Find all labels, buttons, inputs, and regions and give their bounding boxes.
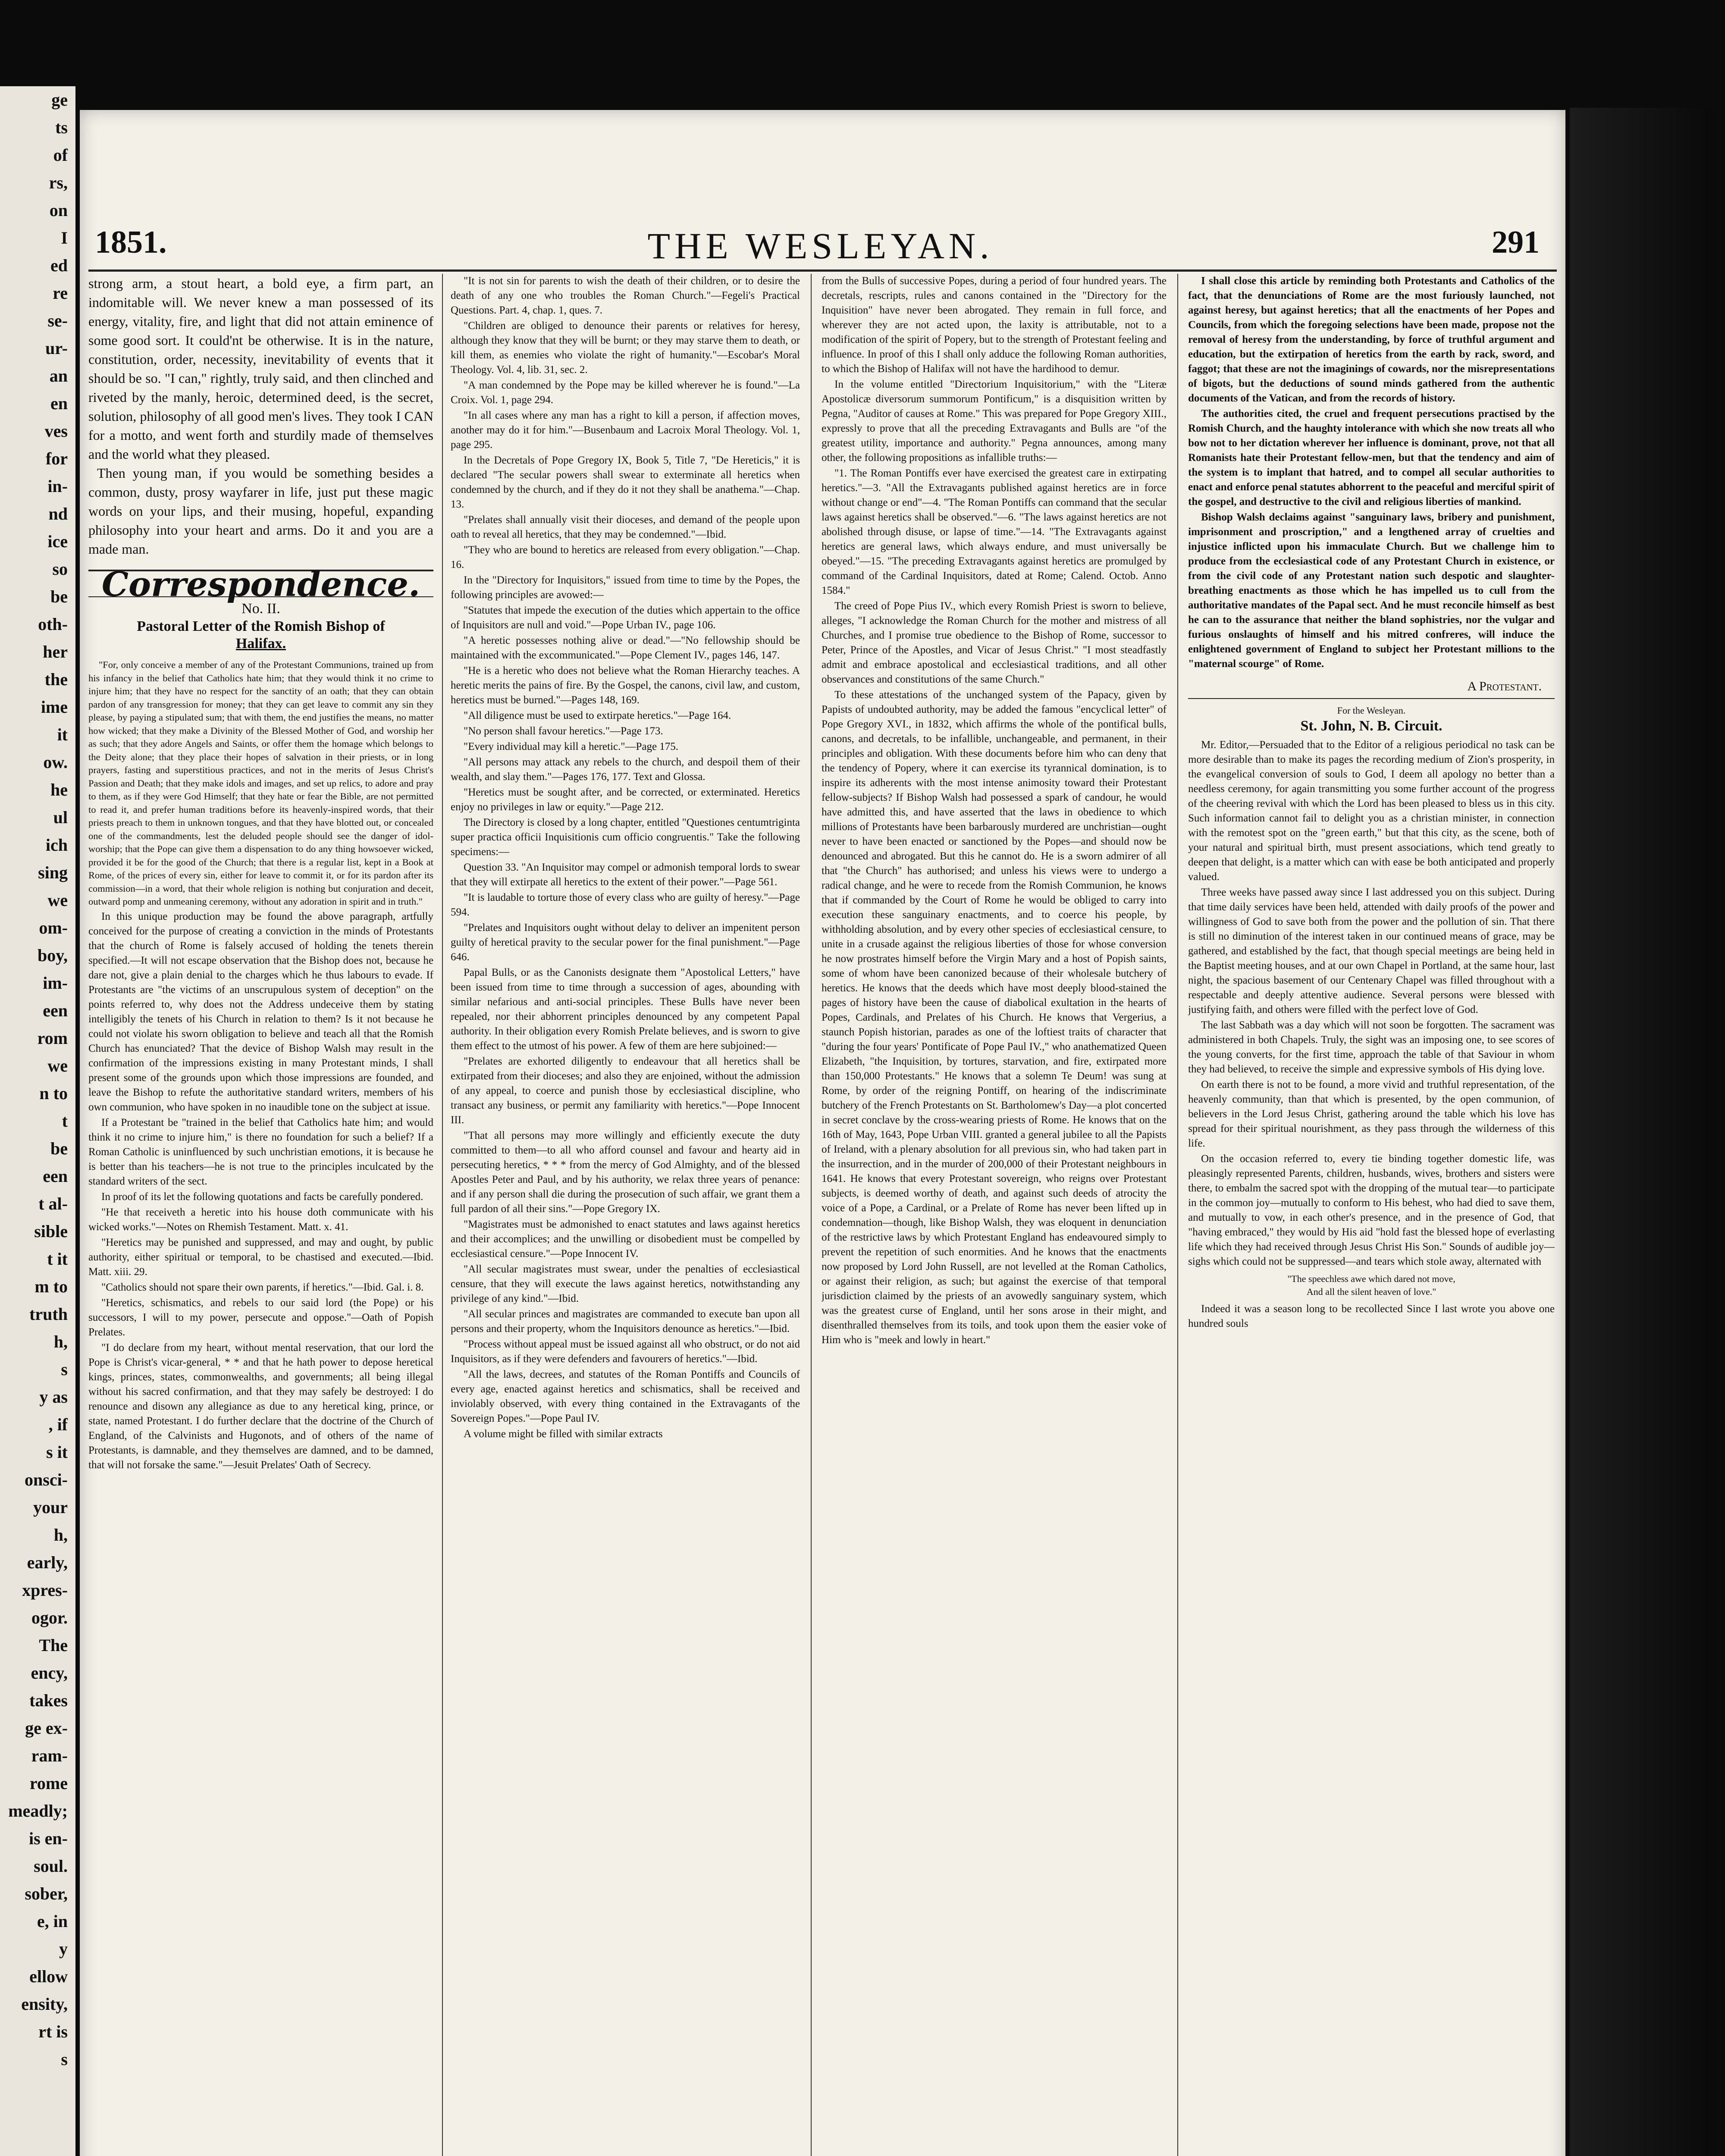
fragment-line: ow. [43, 752, 68, 772]
body-paragraph: "Catholics should not spare their own parents, if heretics."—Ibid. Gal. i. 8. [101, 1281, 424, 1293]
body-paragraph: The last Sabbath was a day which will not soon be forgotten. The sacrament was administered in both Chapels. Truly, the sight was an imposing one, to see scores of the young converts, for the first time, approach the table of that Saviour in whom they had believed, to receive the simple and expressive symbols of His dying love. [1188, 1019, 1555, 1075]
fragment-line: we [47, 890, 68, 910]
column-2 [451, 274, 800, 2156]
masthead-year: 1851. [95, 225, 167, 260]
column-rule [442, 274, 443, 2156]
lead-paragraph: strong arm, a stout heart, a bold eye, a firm part, an indomitable will. We never knew a man possessed of its energy, vitality, fire, and light that did not attain eminence of some good sort. It could'nt be otherwise. It is in the nature, constitution, order, necessity, inevitability of events that it should be so. "I can," rightly, truly said, and then clinched and riveted by the manly, heroic, determined deed, is the secret, solution, philosophy of all good men's lives. They took I CAN for a motto, and went forth and sturdily made of themselves and the world what they pleased. [88, 276, 433, 462]
fragment-line: soul. [34, 1856, 68, 1876]
masthead-rule [88, 270, 1557, 272]
body-paragraph: In the volume entitled "Directorium Inquisitorium," with the "Literæ Apostolicæ diversorum summorum Pontificum," is a disquisition written by Pegna, "Auditor of causes at Rome." This was prepared for Pope Gregory XIII., expressly to prove that all the preceding Extravagants and Bulls are "of the greatest utility, importance and authority." Pegna announces, among many other, the following propositions as infallible truths:— [822, 379, 1167, 464]
fragment-line: ellow [29, 1967, 68, 1986]
fragment-line: m to [34, 1277, 68, 1296]
adjacent-page-fragment [0, 86, 75, 2156]
fragment-line: sing [38, 863, 68, 882]
fragment-line: early, [27, 1553, 68, 1572]
letter-number: No. II. [242, 601, 280, 617]
lead-paragraph: Then young man, if you would be something besides a common, dusty, prosy wayfarer in life, just put these magic words on your lips, and their musing, hopeful, expanding philosophy into your heart and arms. Do it and you are a made man. [88, 465, 433, 557]
body-paragraph: "He is a heretic who does not believe what the Roman Hierarchy teaches. A heretic merits the pains of fire. By the Gospel, the canons, civil law, and custom, heretics must be burned."—Pages 148, 169. [451, 665, 800, 706]
bishop-quotation [88, 658, 433, 909]
fragment-line: oth- [38, 614, 68, 634]
fragment-line: t [62, 1111, 68, 1131]
body-paragraph: "Process without appeal must be issued against all who obstruct, or do not aid Inquisitors, as if they were defenders and favourers of heretics."—Ibid. [451, 1338, 800, 1365]
fragment-line: ensity, [21, 1994, 68, 2014]
letter-body [88, 909, 433, 1473]
page-number: 291 [1492, 225, 1540, 260]
body-paragraph: "That all persons may more willingly and efficiently execute the duty committed to them—to all who afford counsel and favour and hearty aid in persecuting heretics, * * * from the mercy of God Almighty, and of the blessed Apostles Peter and Paul, and by his authority, we relax three years of penance: and if any person shall die during the prosecution of such affair, we grant them a full pardon of all their sins."—Pope Gregory IX. [451, 1130, 800, 1215]
body-paragraph: Indeed it was a season long to be recollected Since I last wrote you above one hundred souls [1188, 1303, 1555, 1329]
fragment-line: is en- [29, 1829, 68, 1848]
fragment-line: it [57, 725, 68, 744]
fragment-line: ts [55, 118, 68, 137]
fragment-line: en [50, 394, 68, 413]
fragment-line: ogor. [31, 1608, 68, 1627]
fragment-line: om- [39, 918, 68, 937]
fragment-line: ime [41, 697, 68, 717]
masthead [93, 224, 1548, 280]
fragment-line: ge [51, 90, 68, 110]
letter-title-line: Pastoral Letter of the Romish Bishop of [137, 618, 385, 634]
body-paragraph: "All diligence must be used to extirpate heretics."—Page 164. [464, 710, 731, 721]
body-paragraph: "Children are obliged to denounce their parents or relatives for heresy, although they know that they will be burnt; or they may starve them to death, or kill them, as enemies who violate the right of humanity."—Escobar's Moral Theology. Vol. 4, lib. 31, sec. 2. [451, 320, 800, 376]
body-paragraph: "Heretics, schismatics, and rebels to our said lord (the Pope) or his successors, I will to my power, persecute and oppose."—Oath of Popish Prelates. [88, 1297, 433, 1338]
body-paragraph: "All secular magistrates must swear, under the penalties of ecclesiastical censure, that they will execute the laws against heretics, notwithstanding any privilege of any kind."—Ibid. [451, 1263, 800, 1304]
body-paragraph: "No person shall favour heretics."—Page 173. [464, 725, 663, 737]
fragment-line: rs, [49, 173, 68, 192]
fragment-line: t al- [38, 1194, 68, 1213]
fragment-line: boy, [37, 946, 68, 965]
fragment-line: her [43, 642, 68, 661]
fragment-line: he [50, 780, 68, 799]
fragment-line: ed [50, 256, 68, 275]
fragment-line: ice [47, 532, 68, 551]
fragment-line: h, [53, 1332, 68, 1351]
fragment-line: ram- [31, 1746, 68, 1765]
fragment-line: sober, [25, 1884, 68, 1903]
body-paragraph: "1. The Roman Pontiffs ever have exercised the greatest care in extirpating heretics."—3. "All the Extravagants published against heretics are in force without change or end"—4. "The Roman Pontiffs can command that the secular laws against heretics shall be observed."—6. "The laws against heretics are not abolished through disuse, or lapse of time."—14. "The Extravagants against heretics are general laws, which always endure, and must universally be obeyed."—15. "The preceding Extravagants against heretics are promulged by command of the Cardinal Inquisitors, dated at Rome; Calend. Octob. Anno 1584." [822, 467, 1167, 596]
body-paragraph: from the Bulls of successive Popes, during a period of four hundred years. The decretals, rescripts, rules and canons contained in the "Directory for the Inquisition" have never been abrogated. They remain in full force, and wherever they are not acted upon, the laxity is attributable, not to a modification of the spirit of Popery, but to the strength of Protestant feeling and influence. In proof of this I shall only adduce the following Roman authorities, to which the Bishop of Halifax will not have the hardihood to demur. [822, 275, 1167, 375]
body-paragraph: The Directory is closed by a long chapter, entitled "Questiones centumtriginta super practica officii Inquisitionis cum officio congruentis." Take the following specimens:— [451, 817, 800, 858]
fragment-line: be [50, 587, 68, 606]
correspondence-heading: Correspondence. [101, 565, 420, 604]
body-paragraph: "Prelates shall annually visit their dioceses, and demand of the people upon oath to reveal all heretics, that they may be condemned."—Ibid. [451, 514, 800, 540]
body-paragraph: "A heretic possesses nothing alive or dead."—"No fellowship should be maintained with the excommunicated."—Pope Clement IV., pages 146, 147. [451, 635, 800, 661]
fragment-line: ul [53, 808, 68, 827]
body-paragraph: Three weeks have passed away since I last addressed you on this subject. During that time daily services have been held, attended with daily proofs of the power and willingness of God to save both from the power and the pollution of sin. That there is still no diminution of the interest taken in our continued means of grace, may be gathered, and established by the fact, that though special meetings are being held in the Baptist meeting houses, and at our own Chapel in Portland, at the same hour, last night, the spacious basement of our Centenary Chapel was filled throughout with a respectable and deeply attentive audience. Several persons were blessed with justifying faith, and others were filled with the perfect love of God. [1188, 887, 1555, 1015]
letter-title [88, 618, 433, 652]
body-paragraph: "All secular princes and magistrates are commanded to execute ban upon all persons and their property, whom the Inquisitors denounce as heretics."—Ibid. [451, 1308, 800, 1335]
fragment-line: takes [29, 1691, 68, 1710]
column-3 [822, 274, 1167, 2156]
fragment-line: meadly; [8, 1801, 68, 1821]
fragment-line: rom [37, 1028, 68, 1048]
author-signature: A Protestant. [1467, 679, 1542, 693]
body-paragraph: "I do declare from my heart, without mental reservation, that our lord the Pope is Christ's vicar-general, * * and that he hath power to depose heretical kings, princes, states, commonwealths, and governments; all being illegal without his sacred confirmation, and that they may safely be destroyed: I do renounce and disown any allegiance as due to any heretical king, prince, or state, named Protestant. I do further declare that the doctrine of the Church of England, of the Calvinists and Hugonots, and of others of the name of Protestants, is damnable, and they themselves are damned, and to be damned, that will not forsake the same."—Jesuit Prelates' Oath of Secrecy. [88, 1341, 433, 1471]
body-paragraph: A volume might be filled with similar extracts [464, 1428, 663, 1440]
body-paragraph: "In all cases where any man has a right to kill a person, if affection moves, another may do it for him."—Busenbaum and Lacroix Moral Theology. Vol. 1, page 295. [451, 410, 800, 451]
fragment-line: e, in [37, 1912, 68, 1931]
fragment-line: een [43, 1001, 68, 1020]
fragment-line: ves [44, 421, 68, 441]
fragment-line: onsci- [25, 1470, 68, 1489]
contributor-note: For the Wesleyan. [1337, 705, 1406, 716]
body-paragraph: In proof of its let the following quotations and facts be carefully pondered. [101, 1191, 423, 1203]
body-paragraph: The authorities cited, the cruel and frequent persecutions practised by the Romish Church, and the haughty intolerance with which she now treats all who bow not to her dictation wherever her influence is dominant, prove, not that all Romanists hate their Protestant fellow-men, but that the tendency and aim of the system is to implant that hatred, and to compel all secular authorities to enact and enforce penal statutes abhorrent to the peaceful and merciful spirit of the gospel, and destructive to the civil and religious liberties of mankind. [1188, 408, 1555, 508]
body-paragraph: "A man condemned by the Pope may be killed wherever he is found."—La Croix. Vol. 1, page 294. [451, 379, 800, 406]
quotation-text: "For, only conceive a member of any of the Protestant Communions, trained up from his infancy in the belief that Catholics hate him; that they would think it no crime to injure him; that they have no respect for the sanctity of an oath; that they can obtain pardon of any transgression for money; that they can get leave to commit any sin they please, by paying a stipulated sum; that with them, the end justifies the means, no matter how wicked; that they make a Divinity of the Blessed Mother of God, and worship her as such; that they adore Angels and Saints, or offer them the homage which belongs to the Deity alone; that they place their hopes of salvation in their priests, or in long prayers, fasting and superstitious practices, and not in the merits of Jesus Christ's Passion and Death; that they make idols and images, and set up relics, to adore and pray to them, as if they were God Himself; that they hate or fear the Bible, are not permitted to read it, and prefer human traditions before its heavenly-inspired words, that their priests preach to them in unknown tongues, and that they have blotted out, or concealed one of the commandments, lest the deluded people should see the danger of idol-worship; that the Pope can give them a dispensation to do any thing howsoever wicked, provided it be for the good of the Church; that there is a regular list, kept in a Book at Rome, of the prices of every sin, either for leave to commit it, or for its pardon after its commission—in a word, that their whole religion is nothing but conjuration and deceit, outward pomp and unmeaning ceremony, without any adoration in spirit and in truth." [88, 659, 433, 907]
body-paragraph: "He that receiveth a heretic into his house doth communicate with his wicked works."—Notes on Rhemish Testament. Matt. x. 41. [88, 1206, 433, 1233]
body-paragraph: "All the laws, decrees, and statutes of the Roman Pontiffs and Councils of every age, enacted against heretics and schismatics, shall be received and inviolably observed, with every thing contained in the Extravagants of the Sovereign Popes."—Pope Paul IV. [451, 1369, 800, 1424]
fragment-line: rome [29, 1774, 68, 1793]
fragment-line: een [43, 1166, 68, 1186]
body-paragraph: On the occasion referred to, every tie binding together domestic life, was pleasingly represented Parents, children, husbands, wives, brothers and sisters were there, to embalm the sacred spot with the dropping of the mutual tear—to participate in the common joy—mutually to conform to His behest, who had died to save them, and mutually to vow, in each other's presence, and in the presence of God, that "having embraced," they would by His aid "hold fast the blessed hope of everlasting life which they had received through Jesus Christ His Son." Sounds of audible joy—sighs which could not be suppressed—and tears which stole away, alternated with [1188, 1153, 1555, 1267]
column-1 [88, 274, 433, 2156]
fragment-line: so [52, 559, 68, 579]
masthead-title: THE WESLEYAN. [647, 225, 994, 266]
fragment-line: y as [39, 1387, 68, 1407]
fragment-line: I [61, 228, 68, 248]
fragment-line: y [59, 1939, 68, 1959]
fragment-line: on [49, 201, 68, 220]
fragment-line: h, [53, 1525, 68, 1545]
fragment-line: , if [48, 1415, 68, 1434]
fragment-line: an [49, 366, 68, 385]
column-rule [811, 274, 812, 2156]
letter-title-line: Halifax. [235, 636, 286, 652]
body-paragraph: "Heretics must be sought after, and be corrected, or exterminated. Heretics enjoy no privileges in law or equity."—Page 212. [451, 787, 800, 813]
fragment-line: for [45, 449, 68, 468]
fragment-line: ency, [31, 1663, 68, 1683]
fragment-line: s [61, 1360, 68, 1379]
fragment-line: rt is [38, 2022, 68, 2041]
fragment-line: t it [47, 1249, 68, 1269]
fragment-line: sible [34, 1222, 68, 1241]
body-paragraph: Question 33. "An Inquisitor may compel or admonish temporal lords to swear that they will extirpate all heretics to the extent of their power."—Page 561. [451, 862, 800, 888]
body-paragraph: The creed of Pope Pius IV., which every Romish Priest is sworn to believe, alleges, "I acknowledge the Roman Church for the mother and mistress of all Churches, and I promise true obedience to the Bishop of Rome, successor to Peter, Prince of the Apostles, and Vicar of Jesus Christ." "I most steadfastly admit and embrace apostolical and ecclesiastical traditions, and all other observances and constitutions of the same Church." [822, 600, 1167, 685]
body-paragraph: In the Decretals of Pope Gregory IX, Book 5, Title 7, "De Hereticis," it is declared "The secular powers shall swear to exterminate all heretics when condemned by the church, and if they do it not they shall be anathema."—Chap. 13. [451, 454, 800, 510]
fragment-line: we [47, 1056, 68, 1075]
fragment-line: ich [45, 835, 68, 855]
body-paragraph: "It is laudable to torture those of every class who are guilty of heresy."—Page 594. [451, 892, 800, 918]
body-paragraph: "They who are bound to heretics are released from every obligation."—Chap. 16. [451, 544, 800, 570]
body-paragraph: "Every individual may kill a heretic."—Page 175. [464, 741, 679, 752]
fragment-line: im- [43, 973, 68, 993]
body-paragraph: Bishop Walsh declaims against "sanguinary laws, bribery and punishment, imprisonment and proscription," and a lengthened array of cruelties and injustice inflicted upon his immaculate Church. But we challenge him to produce from the ecclesiastical code of any Protestant Church in existence, or from the civil code of any Protestant nation such despotic and slaughter-breathing enactments as those which he has impelled us to cull from the authoritative mandates of the Papal sect. And he must reconcile himself as best he can to the assurance that neither the bland sophistries, nor the vulgar and furious onslaughts of himself and his mitred confreres, will induce the enlightened government of England to subject her Protestant millions to the "maternal scourge" of Rome. [1188, 511, 1555, 670]
fragment-line: of [53, 145, 68, 165]
fragment-line: your [33, 1498, 68, 1517]
body-paragraph: "All persons may attack any rebels to the church, and despoil them of their wealth, and slay them."—Pages 176, 177. Text and Glossa. [451, 756, 800, 783]
body-paragraph: On earth there is not to be found, a more vivid and truthful representation, of the heavenly community, than that which is presented, by the open communion, of believers in the Lord Jesus Christ, gathering around the table which his love has spread for their spiritual nourishment, as they pass through the wilderness of this life. [1188, 1079, 1555, 1149]
column-4 [1188, 274, 1555, 2156]
column-rule [1177, 274, 1178, 2156]
lead-article [88, 274, 433, 558]
newspaper-page [80, 110, 1565, 2156]
fragment-line: in- [47, 476, 68, 496]
body-paragraph: In the "Directory for Inquisitors," issued from time to time by the Popes, the following principles are avowed:— [451, 574, 800, 601]
fragment-line: s it [46, 1442, 68, 1462]
circuit-heading: St. John, N. B. Circuit. [1300, 718, 1443, 734]
page-edge-shadow [1570, 108, 1712, 2156]
fragment-line: ge ex- [25, 1718, 68, 1738]
body-paragraph: "Statutes that impede the execution of the duties which appertain to the office of Inquisitors are null and void."—Pope Urban IV., page 106. [451, 605, 800, 631]
section-divider [1188, 698, 1555, 699]
body-paragraph: I shall close this article by reminding both Protestants and Catholics of the fact, that the denunciations of Rome are the most furiously launched, not against heresy, but against heretics; that all the enactments of her Popes and Councils, from which the foregoing selections have been made, propose not the removal of heresy from the understanding, by force of truthful argument and education, but the extirpation of heretics from the earth by rack, sword, and faggot; that these are not the imaginings of cowards, nor the misrepresentations of bigots, but the deductions of sound minds gathered from the authentic documents of the Vatican, and from the records of history. [1188, 275, 1555, 404]
body-paragraph: "It is not sin for parents to wish the death of their children, or to desire the death of any one who troubles the Roman Church."—Fegeli's Practical Questions. Part. 4, chap. 1, ques. 7. [451, 275, 800, 316]
protestant-conclusion [1188, 274, 1555, 671]
body-paragraph: "Heretics may be punished and suppressed, and may and ought, by public authority, either spiritual or temporal, to be chastised and executed.—Ibid. Matt. xiii. 29. [88, 1236, 433, 1278]
fragment-line: The [39, 1636, 68, 1655]
body-paragraph: "Prelates and Inquisitors ought without delay to deliver an impenitent person guilty of heretical pravity to the secular power for the final punishment."—Page 646. [451, 922, 800, 963]
body-paragraph: In this unique production may be found the above paragraph, artfully conceived for the purpose of creating a conviction in the minds of Protestants that the church of Rome is falsely accused of holding the tenets therein specified.—It will not escape observation that the Bishop does not, because he dare not, give a plain denial to the charges which he thus labours to evade. If Protestants are "the victims of an unscrupulous system of deception" on the points referred to, why does not the Address undeceive them by stating intelligibly the tenets of his Church in relation to them? Is it not because he could not violate his sworn obligation to believe and teach all that the Romish Church has enunciated? That the device of Bishop Walsh may result in the confirmation of the impressions existing in many Protestant minds, I shall present some of the grounds upon which those impressions are founded, and leave the Bishop to refute the authoritative standard writers, members of his own communion, who have spoken in no inaudible tone on the subject at issue. [88, 910, 433, 1113]
hymn-verse [1188, 1272, 1555, 1298]
fragment-line: n to [39, 1084, 68, 1103]
fragment-line: nd [48, 504, 68, 523]
fragment-line: the [44, 670, 68, 689]
body-paragraph: "Magistrates must be admonished to enact statutes and laws against heretics and their accomplices; and the unwilling or disobedient must be compelled by ecclesiastical censure."—Pope Innocent IV. [451, 1219, 800, 1260]
body-paragraph: Papal Bulls, or as the Canonists designate them "Apostolical Letters," have been issued from time to time through a succession of ages, abounding with similar nefarious and anti-social principles. These Bulls have never been repealed, nor their abhorrent principles denounced by any competent Papal authority. In their obligation every Romish Prelate believes, and is sworn to give them effect to the utmost of his power. A few of them are here subjoined:— [451, 967, 800, 1052]
fragment-line: se- [47, 311, 68, 330]
fragment-line: xpres- [22, 1580, 68, 1600]
body-paragraph: If a Protestant be "trained in the belief that Catholics hate him; and would think it no crime to injure him," is there no foundation for such a belief? If a Roman Catholic is uninfluenced by such unchristian emotions, it is because he is better than his teachers—he is not true to the principles inculcated by the standard writers of the sect. [88, 1116, 433, 1187]
body-paragraph: "Prelates are exhorted diligently to endeavour that all heretics shall be extirpated from their dioceses; and also they are enjoined, without the admission of any appeal, to coerce and punish those by ecclesiastical discipline, who transact any business, or permit any familiarity with heretics."—Pope Innocent III. [451, 1056, 800, 1126]
verse-line: "The speechless awe which dared not move, [1287, 1273, 1455, 1284]
fragment-line: be [50, 1139, 68, 1158]
fragment-line: truth [29, 1304, 68, 1324]
fragment-line: ur- [45, 338, 68, 358]
body-paragraph: To these attestations of the unchanged system of the Papacy, given by Papists of undoubted authority, may be added the famous "encyclical letter" of Pope Gregory XVI., in 1832, which affirms the whole of the pontifical bulls, canons, and decretals, to be infallible, unchangeable, and permanent, in their principles and obligation. With these documents before him who can deny that the tendency of Popery, where it can exercise its tyrannical domination, is to inspire its adherents with the most intense animosity toward their Protestant fellow-subjects? If Bishop Walsh had possessed a spark of candour, he would have admitted this, and have asserted that the laws in obedience to which millions of Protestants have been barbarously murdered are unchristian—ought never to have been enacted or sanctioned by the Popes—and should now be denounced and abrogated. But this he cannot do. He is a sworn admirer of all that "the Church" has authorised; and unless his views were to undergo a radical change, and he were to recede from the Romish Communion, he knows that if commanded by the Court of Rome he would be obliged to carry into execution these sanguinary enactments, and to coerce his people, by withholding absolution, and by every other species of ecclesiastical censure, to unite in a crusade against the religious liberties of those for whose conversion he now prostrates himself before the Virgin Mary and a host of Popish saints, some of whom have been canonized because of their wholesale butchery of heretics. He knows that the deeds which have most deeply blood-stained the pages of history have been the cause of diabolical exultation in the hearts of Popes, Cardinals, and Prelates of his Church. He knows that Vergerius, a staunch Popish historian, parades as one of the loftiest traits of character that "during the four years' Pontificate of Pope Paul IV.," who anathematized Queen Elizabeth, "the Inquisition, by tortures, starvation, and fire, extirpated more than 150,000 Protestants." He knows that a solemn Te Deum! was sung at Rome, by order of the reigning Pontiff, on hearing of the indiscriminate butchery of the French Protestants on St. Bartholomew's Day—a plot concerted in secret conclave by the cross-wearing priests of Rome. He knows that on the 16th of May, 1643, Pope Urban VIII. granted a general jubilee to all the Papists of Ireland, with a plenary absolution for all previous sin, who had taken part in the insurrection, and in the murder of 200,000 of their Protestant neighbours in 1641. He knows that every Protestant sovereign, who reigns over Protestant subjects, is deemed worthy of death, and against such deeds of atrocity the voice of a Pope, a Cardinal, or a Prelate of Rome has never been lifted up in condemnation—though, like Bishop Walsh, they was eloquent in denunciation of the restrictive laws by which Protestant England has endeavoured simply to prevent the repetition of such enormities. And he knows that the enactments now proposed by Lord John Russell, are not levelled at the Roman Catholics, or against their religion, as such; but against the exercise of that temporal jurisdiction claimed by the priests of an avowedly sanguinary system, which was the greatest curse of England, until her sons arose in their might, and disenthralled themselves from its toils, and took upon them the easier voke of Him who is "meek and lowly in heart." [822, 689, 1167, 1346]
verse-line: And all the silent heaven of love." [1306, 1286, 1436, 1297]
fragment-line: re [53, 283, 68, 303]
body-paragraph: Mr. Editor,—Persuaded that to the Editor of a religious periodical no task can be more desirable than to make its pages the recording medium of Zion's prosperity, in the evangelical conversion of souls to God, I deem all apology no better than a needless ceremony, for again transmitting you some further account of the progress of the cheering revival with which the Lord has been pleased to bless us in this city. Such information cannot fail to delight you as a christian minister, in connection with the remotest spot on the "green earth," but that this city, as the scene, both of your natural and spiritual birth, must present associations, which tend greatly to deepen that delight, is a matter which can with ease be both anticipated and properly valued. [1188, 739, 1555, 883]
fragment-line: s [61, 2049, 68, 2069]
